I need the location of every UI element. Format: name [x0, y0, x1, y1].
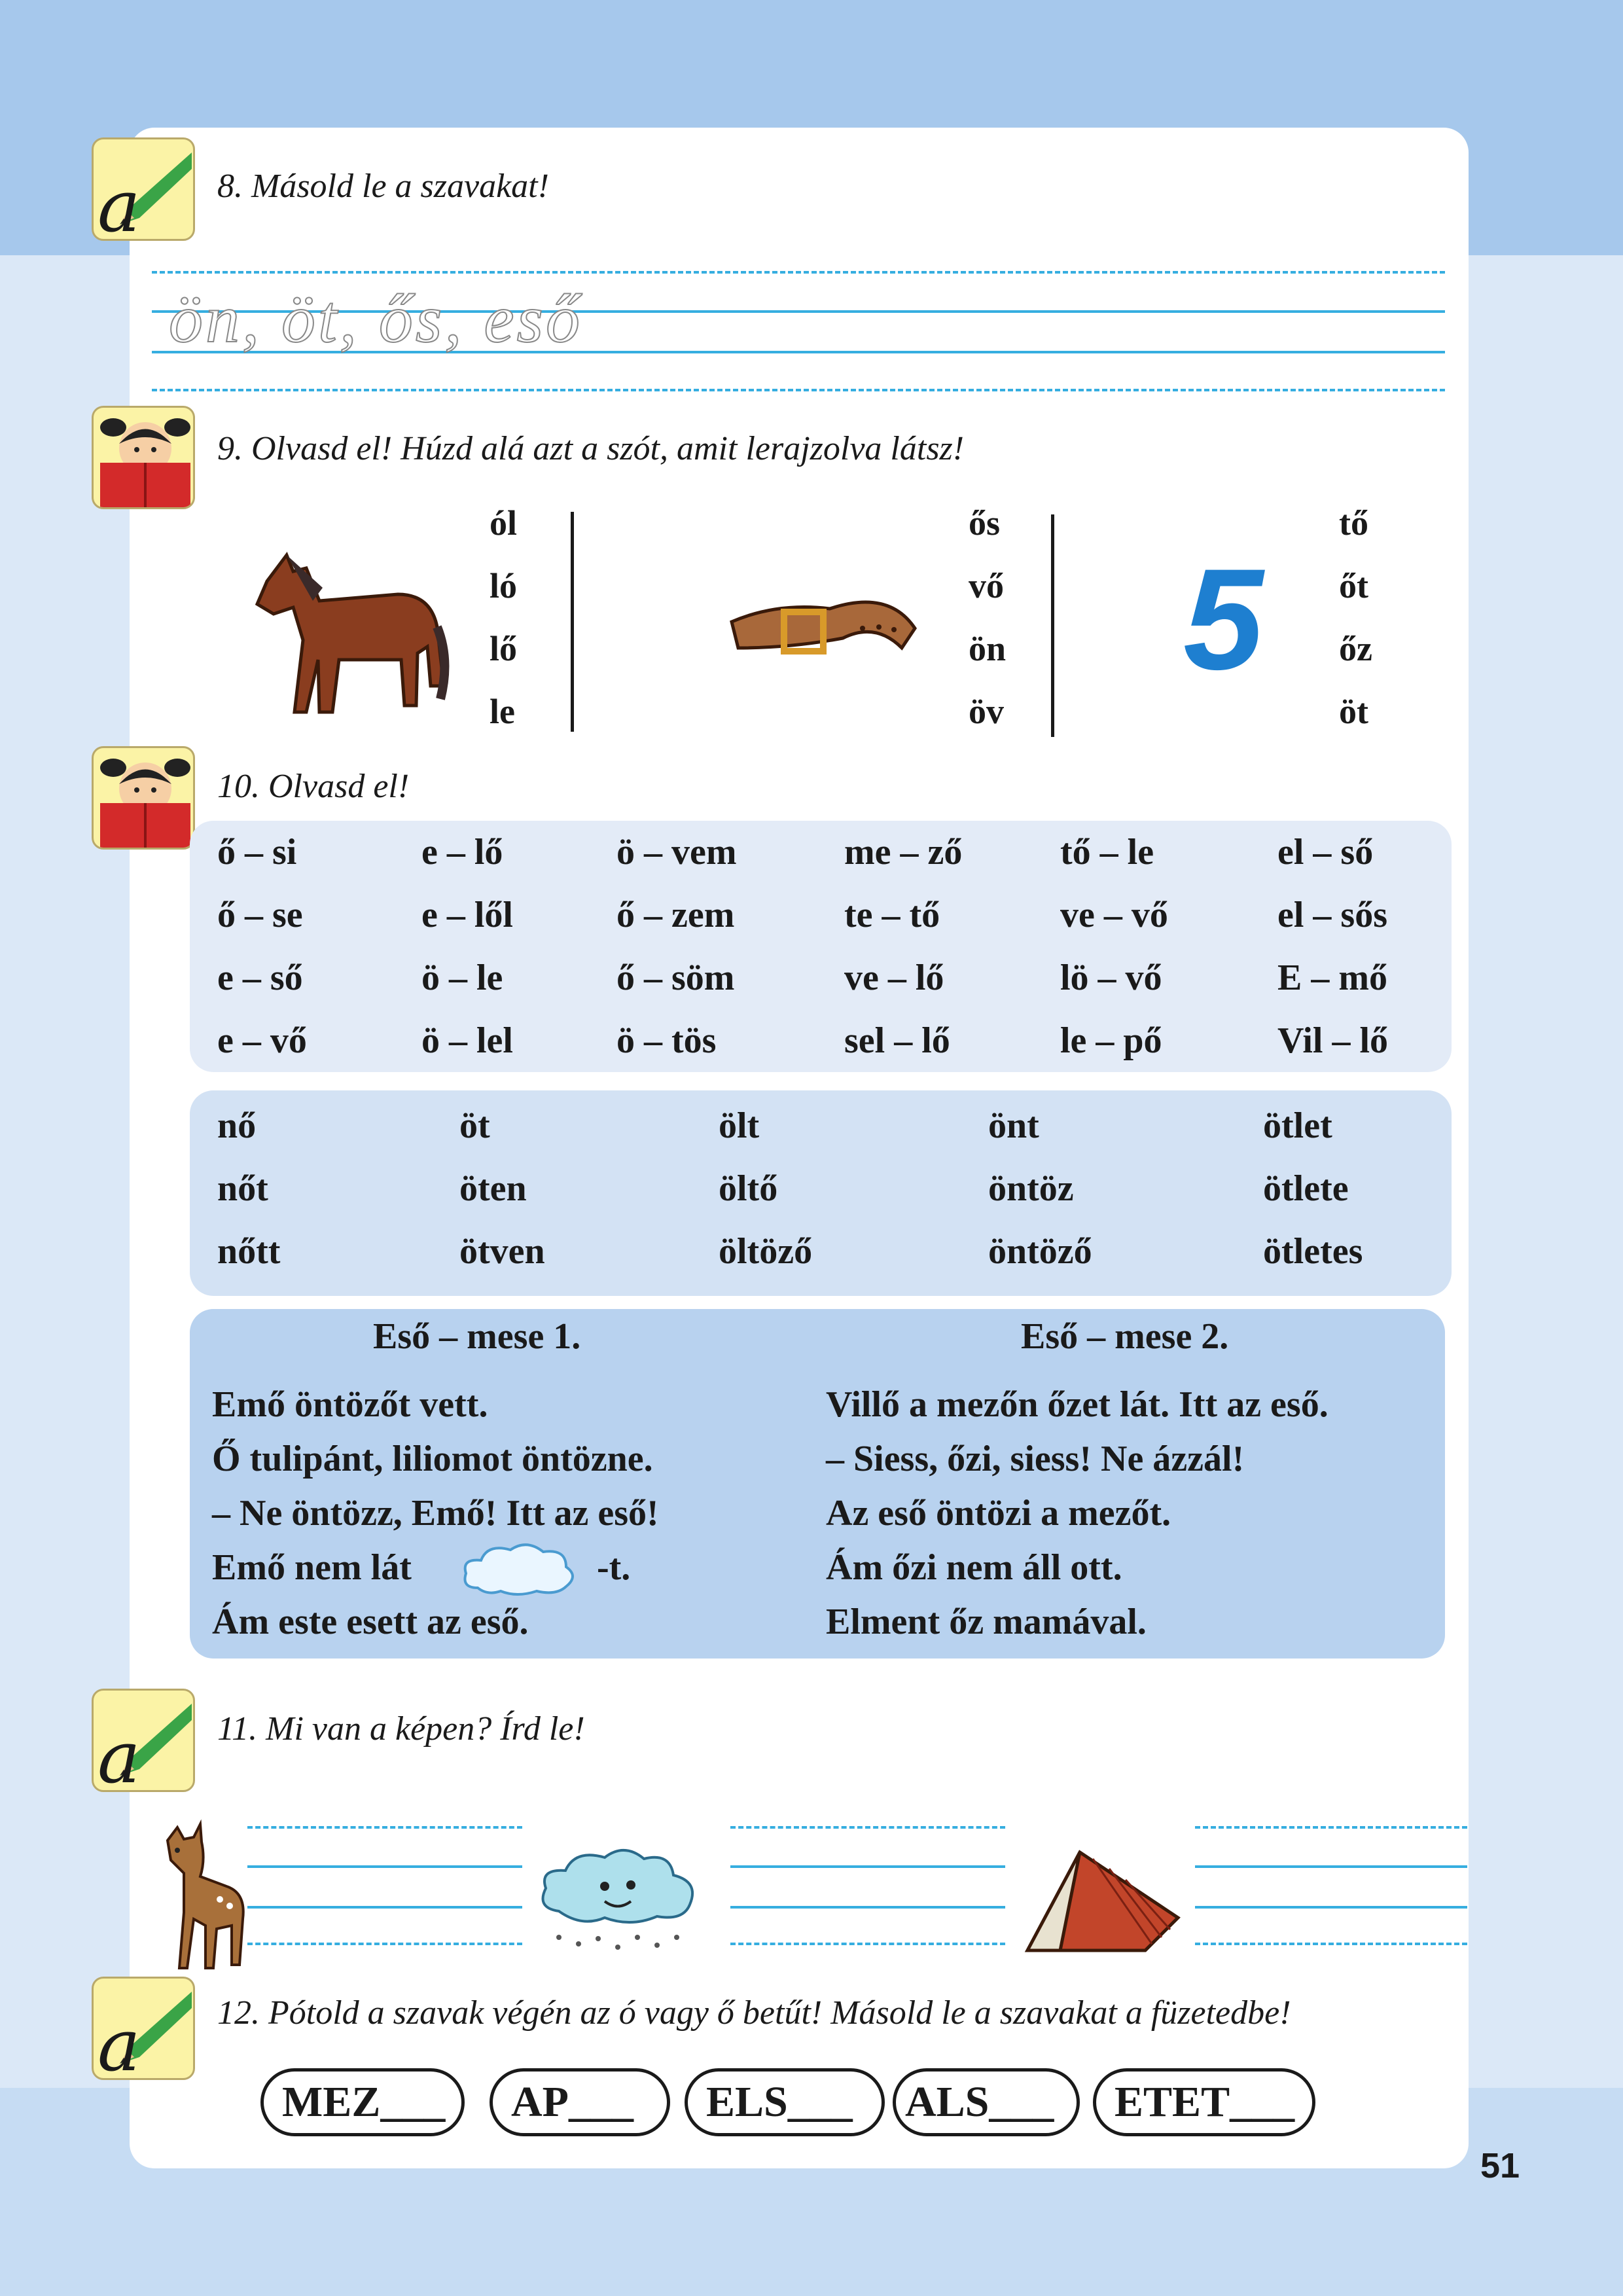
- ex10-instruction: 10. Olvasd el!: [217, 768, 410, 805]
- ex9-instruction: 9. Olvasd el! Húzd alá azt a szót, amit lerajzolva látsz!: [217, 430, 965, 467]
- word-option: lő: [490, 629, 518, 668]
- word-item: nőtt: [217, 1231, 281, 1272]
- word-option: ló: [490, 566, 518, 605]
- writing-line: [247, 1906, 522, 1909]
- reading-girl-icon: [92, 746, 195, 850]
- syllable-pair: e – lől: [421, 895, 513, 935]
- word-option: őt: [1339, 566, 1368, 605]
- word-item: ölt: [719, 1105, 760, 1146]
- writing-line: [152, 389, 1445, 391]
- word-option: le: [490, 692, 515, 731]
- syllable-pair: ő – si: [217, 832, 297, 872]
- syllable-panel: [190, 821, 1452, 1072]
- word-item: öltő: [719, 1168, 778, 1209]
- word-item: ötletes: [1263, 1231, 1363, 1272]
- word-item: nő: [217, 1105, 257, 1146]
- writing-line: [730, 1906, 1005, 1909]
- writing-line: [1195, 1865, 1467, 1868]
- writing-line: [247, 1865, 522, 1868]
- story2-title: Eső – mese 2.: [1021, 1316, 1229, 1357]
- deer-illustration: [154, 1814, 253, 1971]
- svg-text:a: a: [98, 1715, 141, 1792]
- syllable-pair: lö – vő: [1060, 958, 1162, 998]
- syllable-pair: el – ső: [1277, 832, 1374, 872]
- syllable-pair: sel – lő: [844, 1020, 950, 1061]
- word-option: ól: [490, 503, 518, 543]
- syllable-pair: ve – lő: [844, 958, 944, 998]
- divider: [571, 512, 574, 732]
- syllable-pair: ö – le: [421, 958, 503, 998]
- word-item: öt: [459, 1105, 490, 1146]
- rain-cloud-illustration: [533, 1839, 716, 1964]
- story1-line: Ám este esett az eső.: [212, 1602, 529, 1642]
- story1-line: Emő nem lát: [212, 1547, 412, 1588]
- word-pill: MEZ___: [260, 2068, 465, 2136]
- syllable-pair: Vil – lő: [1277, 1020, 1389, 1061]
- word-pill: ALS___: [893, 2068, 1080, 2136]
- writing-line: [247, 1826, 522, 1829]
- word-item: ötlet: [1263, 1105, 1332, 1146]
- word-item: ötlete: [1263, 1168, 1349, 1209]
- syllable-pair: ö – tös: [616, 1020, 717, 1061]
- syllable-pair: ő – söm: [616, 958, 735, 998]
- words-panel: [190, 1090, 1452, 1296]
- word-item: nőt: [217, 1168, 268, 1209]
- word-item: önt: [988, 1105, 1039, 1146]
- word-option: ön: [969, 629, 1007, 668]
- writing-line: [152, 271, 1445, 274]
- writing-line: [1195, 1906, 1467, 1909]
- syllable-pair: ő – se: [217, 895, 303, 935]
- word-item: öltöző: [719, 1231, 813, 1272]
- story2-line: Az eső öntözi a mezőt.: [826, 1493, 1171, 1534]
- story2-line: – Siess, őzi, siess! Ne ázzál!: [826, 1439, 1245, 1479]
- word-option: vő: [969, 566, 1004, 605]
- word-option: tő: [1339, 503, 1368, 543]
- word-option: őz: [1339, 629, 1372, 668]
- writing-line: [1195, 1826, 1467, 1829]
- pencil-icon: [92, 1689, 195, 1792]
- ex12-instruction: 12. Pótold a szavak végén az ó vagy ő betűt! Másold le a szavakat a füzetedbe!: [217, 1994, 1291, 2032]
- syllable-pair: tő – le: [1060, 832, 1154, 872]
- page-number: 51: [1480, 2146, 1520, 2185]
- writing-line: [730, 1943, 1005, 1945]
- story1-suffix: -t.: [597, 1547, 631, 1588]
- word-item: öten: [459, 1168, 527, 1209]
- syllable-pair: ő – zem: [616, 895, 735, 935]
- digit-five: 5: [1183, 539, 1264, 700]
- belt-illustration: [725, 576, 921, 694]
- syllable-pair: ö – lel: [421, 1020, 513, 1061]
- syllable-pair: e – lő: [421, 832, 503, 872]
- word-option: öv: [969, 692, 1004, 731]
- story1-line: – Ne öntözz, Emő! Itt az eső!: [212, 1493, 659, 1534]
- syllable-pair: e – ső: [217, 958, 303, 998]
- word-pill: ELS___: [685, 2068, 885, 2136]
- story2-line: Villő a mezőn őzet lát. Itt az eső.: [826, 1384, 1329, 1425]
- cloud-icon: [458, 1535, 582, 1601]
- word-pill: ETET___: [1093, 2068, 1315, 2136]
- ex11-instruction: 11. Mi van a képen? Írd le!: [217, 1710, 585, 1748]
- writing-line: [1195, 1943, 1467, 1945]
- story2-line: Ám őzi nem áll ott.: [826, 1547, 1122, 1588]
- syllable-pair: ve – vő: [1060, 895, 1168, 935]
- tent-illustration: [1021, 1839, 1185, 1957]
- ex8-instruction: 8. Másold le a szavakat!: [217, 168, 549, 205]
- syllable-pair: le – pő: [1060, 1020, 1162, 1061]
- divider: [1051, 514, 1054, 737]
- writing-line: [730, 1826, 1005, 1829]
- svg-text:a: a: [98, 164, 141, 241]
- svg-text:a: a: [98, 2003, 141, 2080]
- word-option: ős: [969, 503, 1001, 543]
- pencil-icon: [92, 137, 195, 241]
- word-option: öt: [1339, 692, 1368, 731]
- syllable-pair: el – sős: [1277, 895, 1387, 935]
- word-item: öntöz: [988, 1168, 1074, 1209]
- story1-line: Emő öntözőt vett.: [212, 1384, 488, 1425]
- story1-line: Ő tulipánt, liliomot öntözne.: [212, 1439, 653, 1479]
- syllable-pair: me – ző: [844, 832, 963, 872]
- reading-girl-icon: [92, 406, 195, 509]
- horse-illustration: [241, 542, 450, 725]
- copy-model-text: ön, öt, ős, eső: [169, 281, 582, 357]
- syllable-pair: E – mő: [1277, 958, 1387, 998]
- writing-line: [730, 1865, 1005, 1868]
- syllable-pair: ö – vem: [616, 832, 737, 872]
- story1-title: Eső – mese 1.: [373, 1316, 581, 1357]
- word-item: öntöző: [988, 1231, 1092, 1272]
- story2-line: Elment őz mamával.: [826, 1602, 1147, 1642]
- word-pill: AP___: [490, 2068, 670, 2136]
- word-item: ötven: [459, 1231, 545, 1272]
- syllable-pair: e – vő: [217, 1020, 307, 1061]
- pencil-icon: [92, 1977, 195, 2080]
- writing-line: [247, 1943, 522, 1945]
- syllable-pair: te – tő: [844, 895, 940, 935]
